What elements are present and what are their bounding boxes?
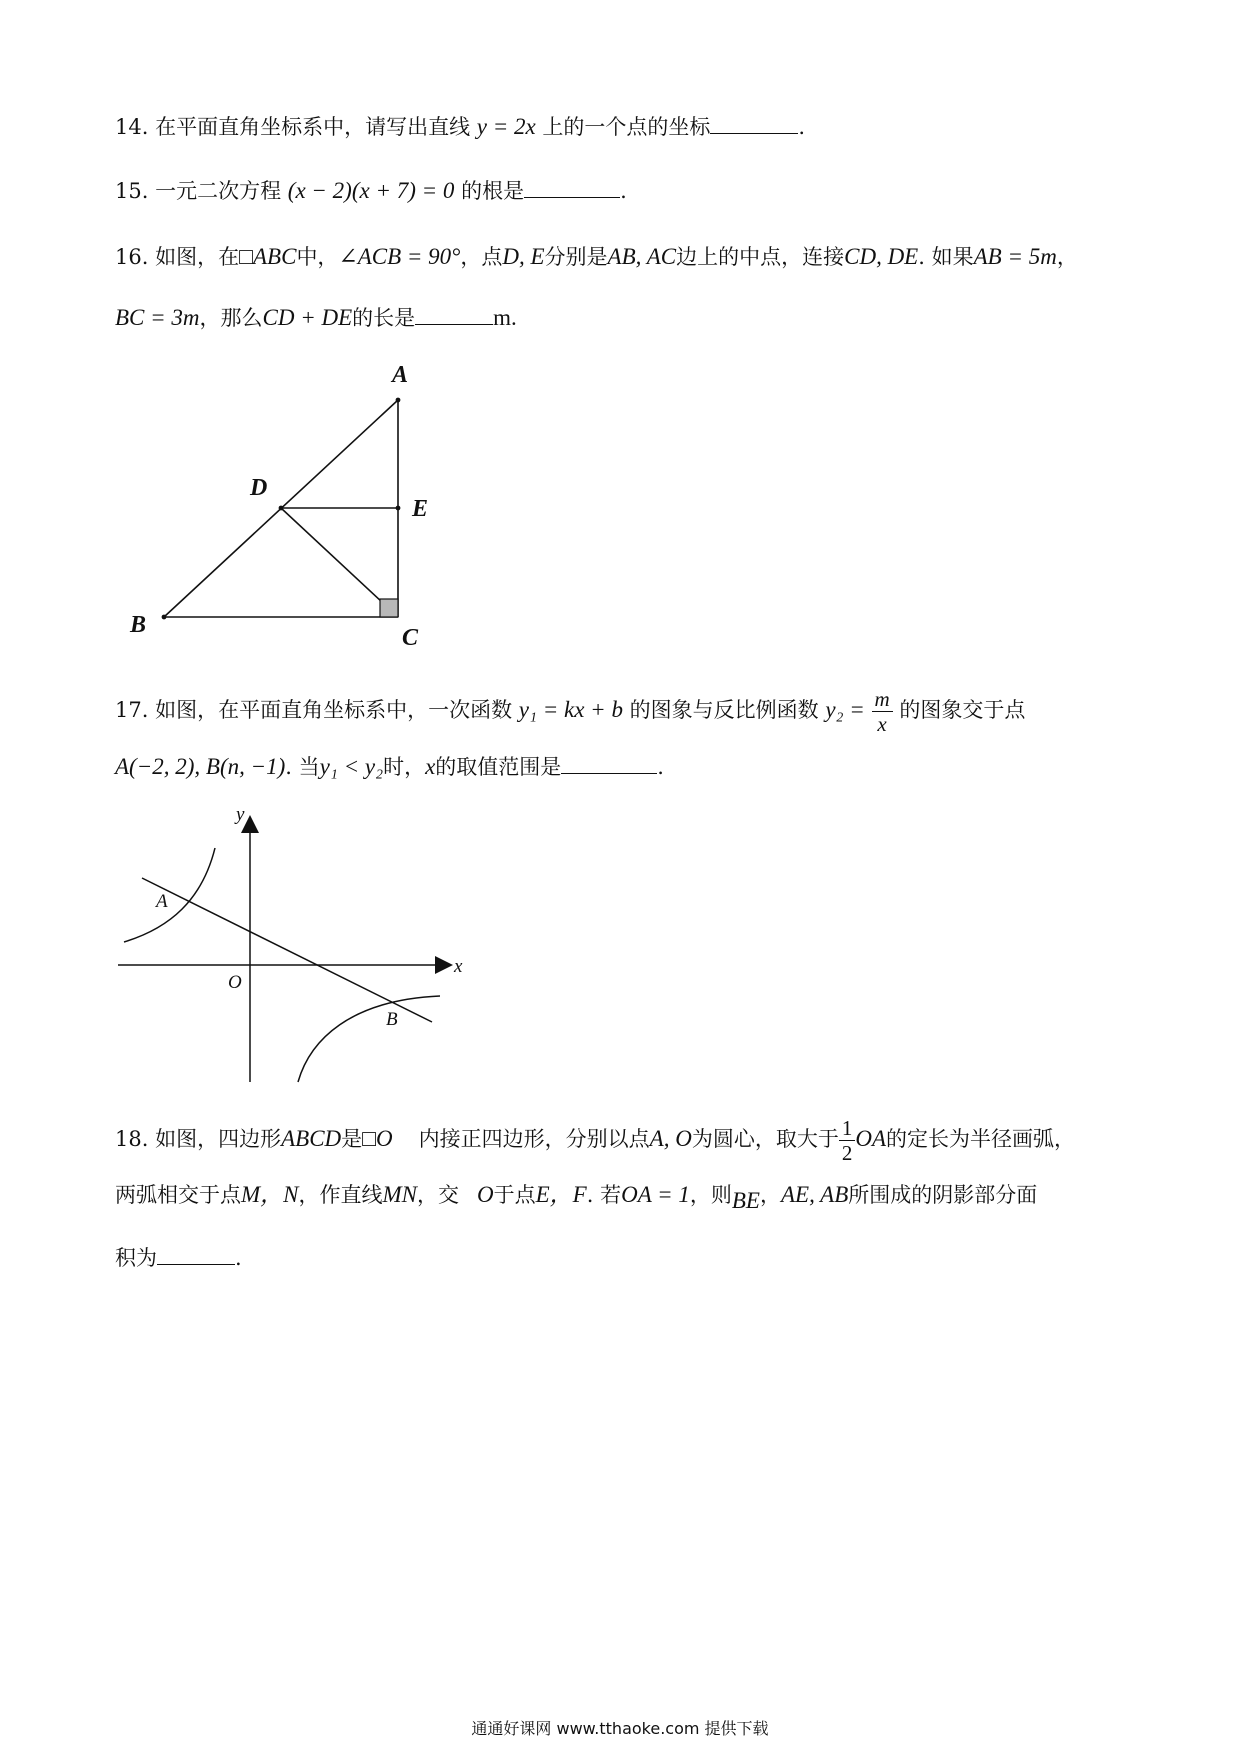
question-text: ，交 xyxy=(417,1183,459,1207)
label-b: B xyxy=(130,612,147,638)
coordinate-figure xyxy=(110,800,470,1090)
question-text: 边上的中点，连接 xyxy=(676,245,845,269)
hyperbola-upper-left xyxy=(124,848,215,942)
answer-blank xyxy=(157,1246,235,1265)
math-expression: y₁ = kx + b xyxy=(518,697,623,722)
question-text: 如图，在平面直角坐标系中，一次函数 xyxy=(155,698,513,722)
label-c: C xyxy=(402,625,419,651)
fraction-numerator: m xyxy=(872,687,893,712)
question-17-line-1 xyxy=(115,687,1025,736)
label-x: x xyxy=(454,956,463,977)
question-text: 所围成的阴影部分面 xyxy=(848,1183,1038,1207)
label-b: B xyxy=(386,1009,398,1030)
question-18-line-3 xyxy=(115,1243,242,1273)
question-17-line-2 xyxy=(115,752,664,782)
math-expression: □O xyxy=(362,1126,393,1151)
point-e xyxy=(396,506,401,511)
math-expression: O xyxy=(477,1182,494,1207)
question-text: 中， xyxy=(296,245,339,269)
hyperbola-lower-right xyxy=(298,996,440,1082)
question-text: 的取值范围是 xyxy=(435,755,562,779)
point-b xyxy=(162,615,167,620)
math-expression: OA = 1 xyxy=(621,1182,690,1207)
point-a xyxy=(396,398,401,403)
question-text: 一元二次方程 xyxy=(155,179,282,203)
math-expression: (x − 2)(x + 7) = 0 xyxy=(287,178,455,203)
page-footer: 通通好课网 www.tthaoke.com 提供下载 xyxy=(471,1719,769,1738)
label-a: A xyxy=(392,362,409,388)
question-text: 的根是 xyxy=(461,179,525,203)
linear-function-line xyxy=(142,878,432,1022)
math-expression: y = 2x xyxy=(476,114,536,139)
right-angle-mark xyxy=(380,599,398,617)
question-text: 两弧相交于点 xyxy=(115,1183,241,1207)
question-text: 分别是 xyxy=(544,245,608,269)
question-text: 为圆心，取大于 xyxy=(691,1127,839,1151)
question-16-line-2 xyxy=(115,303,517,333)
question-text: 上的一个点的坐标 xyxy=(542,115,711,139)
label-o: O xyxy=(228,972,242,993)
period: . xyxy=(620,179,627,203)
math-expression: MN xyxy=(382,1182,417,1207)
label-y: y xyxy=(236,804,245,825)
math-expression: ∠ACB = 90° xyxy=(338,244,461,269)
math-expression: BC = 3m xyxy=(115,305,200,330)
label-a: A xyxy=(156,891,168,912)
label-e: E xyxy=(412,496,429,522)
fraction-numerator: 1 xyxy=(839,1116,856,1141)
arc-be: BE xyxy=(731,1188,760,1213)
label-d: D xyxy=(250,475,268,501)
fraction-one-half xyxy=(839,1116,856,1165)
question-text: . 若 xyxy=(586,1183,622,1207)
answer-blank xyxy=(561,755,657,774)
period: . xyxy=(798,115,806,139)
question-text: ，作直线 xyxy=(298,1183,383,1207)
math-expression: E，F xyxy=(535,1182,587,1207)
question-number: 16. xyxy=(115,245,149,269)
math-expression: D, E xyxy=(502,244,545,269)
question-text: 的长是 xyxy=(352,306,416,330)
fraction-denominator: 2 xyxy=(841,1141,853,1165)
question-16-line-1 xyxy=(115,242,1078,272)
question-text: ， xyxy=(759,1183,781,1207)
math-expression: OA xyxy=(855,1126,887,1151)
question-18-line-2 xyxy=(115,1180,1038,1213)
question-text: ， xyxy=(1056,245,1078,269)
math-expression: □ABC xyxy=(239,244,297,269)
question-text: 的定长为半径画弧， xyxy=(886,1127,1076,1151)
question-18-line-1 xyxy=(115,1116,1075,1165)
question-text: . 如果 xyxy=(918,245,974,269)
math-expression: CD, DE xyxy=(844,244,919,269)
math-expression: A(−2, 2), B(n, −1) xyxy=(115,754,286,779)
math-expression: AB = 5m xyxy=(973,244,1057,269)
period: . xyxy=(657,755,664,779)
fraction-m-over-x xyxy=(872,687,893,736)
math-expression: y₂ = xyxy=(825,697,865,722)
triangle-figure xyxy=(110,355,450,655)
unit: m. xyxy=(493,305,517,330)
math-expression: M，N xyxy=(241,1182,299,1207)
question-text: 的图象与反比例函数 xyxy=(629,698,819,722)
question-number: 17. xyxy=(115,698,149,722)
question-text: 是 xyxy=(341,1127,363,1151)
question-14 xyxy=(115,112,805,142)
math-expression: CD + DE xyxy=(262,305,353,330)
question-number: 15. xyxy=(115,179,149,203)
math-expression: x xyxy=(425,754,436,779)
question-text: . 当 xyxy=(285,755,320,779)
question-text: 于点 xyxy=(493,1183,536,1207)
math-expression: ABCD xyxy=(281,1126,342,1151)
question-text: ，则 xyxy=(689,1183,732,1207)
period: . xyxy=(235,1246,242,1270)
question-text: ，那么 xyxy=(199,306,263,330)
question-text: 积为 xyxy=(115,1246,157,1270)
point-d xyxy=(279,506,284,511)
question-text: ，点 xyxy=(460,245,503,269)
question-text: 内接正四边形，分别以点 xyxy=(418,1127,650,1151)
question-text: 时， xyxy=(383,755,426,779)
math-expression: A, O xyxy=(649,1126,692,1151)
answer-blank xyxy=(710,115,798,134)
question-text: 如图，在 xyxy=(155,245,240,269)
math-expression: y₁ < y₂ xyxy=(319,754,384,779)
math-expression: AB, AC xyxy=(607,244,677,269)
question-number: 14. xyxy=(115,115,149,139)
math-expression: AE, AB xyxy=(780,1182,849,1207)
question-text: 在平面直角坐标系中，请写出直线 xyxy=(155,115,471,139)
question-number: 18. xyxy=(115,1127,149,1151)
answer-blank xyxy=(415,306,493,325)
question-15 xyxy=(115,176,627,206)
fraction-denominator: x xyxy=(877,712,887,736)
question-text: 的图象交于点 xyxy=(899,698,1026,722)
answer-blank xyxy=(524,179,620,198)
question-text: 如图，四边形 xyxy=(155,1127,282,1151)
